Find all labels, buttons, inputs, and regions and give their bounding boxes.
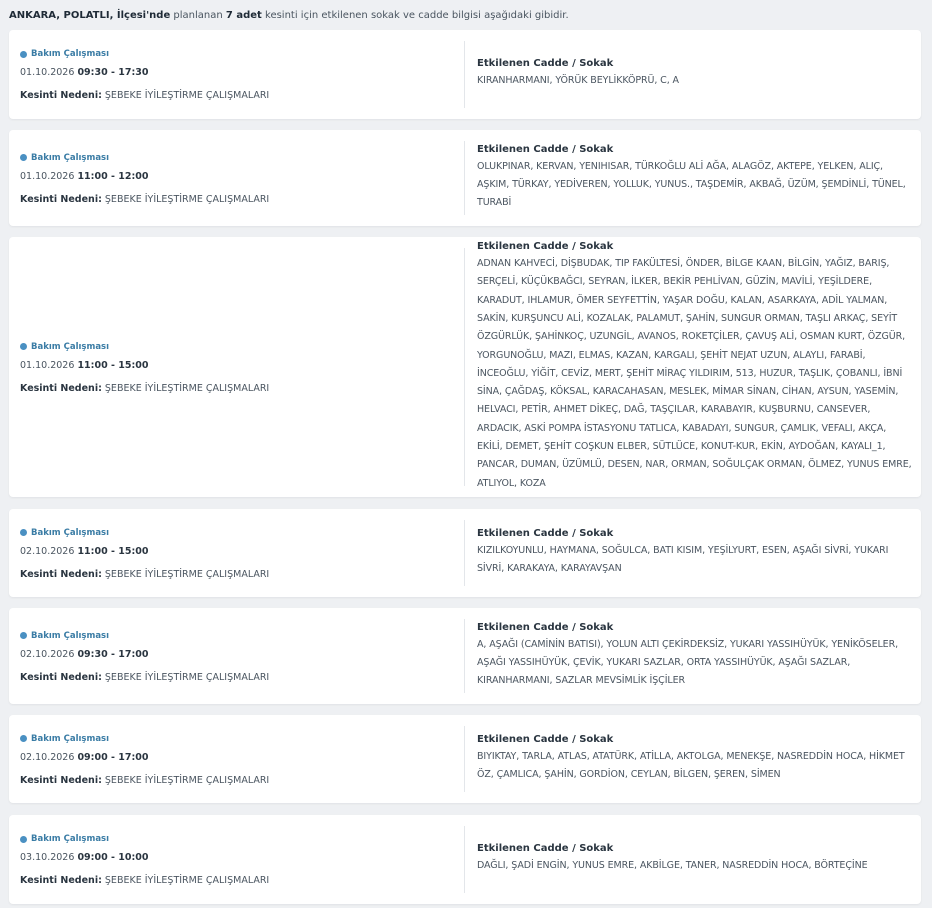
outage-datetime: [20, 360, 464, 371]
affected-streets: [477, 715, 913, 803]
outage-reason: [20, 383, 464, 394]
card-divider: [464, 141, 465, 215]
card-divider: [464, 41, 465, 108]
outage-time: 09:00 - 10:00: [77, 852, 149, 863]
outage-reason-label: Kesinti Nedeni:: [20, 774, 102, 786]
outage-datetime: [20, 67, 464, 78]
outage-date: 01.10.2026: [20, 359, 75, 371]
card-divider: [464, 520, 465, 586]
affected-streets-title: Etkilenen Cadde / Sokak: [477, 241, 614, 253]
outage-type: [20, 152, 464, 164]
status-dot-icon: [20, 343, 27, 350]
affected-streets-title: Etkilenen Cadde / Sokak: [477, 58, 614, 70]
outage-date: 01.10.2026: [20, 170, 75, 182]
affected-streets-list: KIZILKOYUNLU, HAYMANA, SOĞULCA, BATI KISIM, YEŞİLYURT, ESEN, AŞAĞI SİVRİ, YUKARI SİVRİ, KARAKAYA, KARAYAVŞAN: [477, 544, 889, 574]
affected-streets-list: A, AŞAĞI (CAMİNİN BATISI), YOLUN ALTI ÇEKİRDEKSİZ, YUKARI YASSIHÜYÜK, YENİKÖSELER, AŞAĞI YASSIHÜYÜK, ÇEVİK, YUKARI SAZLAR, ORTA YASSIHÜYÜK, AŞAĞI SAZLAR, KIRANHARMANI, SAZLAR MEVSİMLİK İŞÇİLER: [477, 638, 898, 687]
outage-reason-label: Kesinti Nedeni:: [20, 90, 102, 101]
status-dot-icon: [20, 632, 27, 639]
outage-date: 02.10.2026: [20, 648, 75, 660]
outage-datetime: [20, 752, 464, 763]
outage-datetime: [20, 171, 464, 182]
outage-card: [9, 30, 921, 119]
outage-reason-label: Kesinti Nedeni:: [20, 193, 102, 205]
outage-type-label: Bakım Çalışması: [31, 152, 110, 163]
outage-reason-value: ŞEBEKE İYİLEŞTİRME ÇALIŞMALARI: [104, 875, 270, 886]
outage-type-label: Bakım Çalışması: [31, 341, 110, 352]
outage-card: [9, 237, 921, 497]
outage-time: 11:00 - 12:00: [77, 170, 149, 182]
status-dot-icon: [20, 529, 27, 536]
affected-streets-list: KIRANHARMANI, YÖRÜK BEYLİKKÖPRÜ, C, A: [477, 75, 679, 87]
affected-streets-title: Etkilenen Cadde / Sokak: [477, 843, 614, 855]
outage-card: [9, 509, 921, 597]
outage-reason-label: Kesinti Nedeni:: [20, 875, 102, 886]
affected-streets-title: Etkilenen Cadde / Sokak: [477, 527, 614, 539]
outage-info: [9, 608, 464, 704]
outage-reason: [20, 90, 464, 101]
outage-reason-label: Kesinti Nedeni:: [20, 671, 102, 683]
summary-count: 7 adet: [225, 10, 262, 21]
affected-streets: [477, 237, 913, 497]
affected-streets: [477, 130, 913, 226]
outage-summary: [9, 10, 569, 21]
summary-location: ANKARA, POLATLI, İlçesi'nde: [9, 10, 171, 21]
outage-reason: [20, 775, 464, 786]
outage-type: [20, 527, 464, 539]
card-divider: [464, 619, 465, 693]
outage-datetime: [20, 546, 464, 557]
outage-card: [9, 608, 921, 704]
outage-info: [9, 237, 464, 497]
outage-type: [20, 833, 464, 845]
card-divider: [464, 726, 465, 792]
affected-streets: [477, 509, 913, 597]
outage-reason-label: Kesinti Nedeni:: [20, 382, 102, 394]
status-dot-icon: [20, 51, 27, 58]
outage-type-label: Bakım Çalışması: [31, 834, 110, 844]
outage-card: [9, 130, 921, 226]
outage-reason-value: ŞEBEKE İYİLEŞTİRME ÇALIŞMALARI: [104, 774, 270, 786]
outage-info: [9, 715, 464, 803]
outage-date: 03.10.2026: [20, 852, 75, 863]
outage-reason-value: ŞEBEKE İYİLEŞTİRME ÇALIŞMALARI: [104, 568, 270, 580]
outage-datetime: [20, 649, 464, 660]
outage-card: [9, 815, 921, 904]
affected-streets-title: Etkilenen Cadde / Sokak: [477, 143, 614, 155]
outage-type-label: Bakım Çalışması: [31, 49, 110, 59]
outage-card: [9, 715, 921, 803]
outage-type: [20, 630, 464, 642]
affected-streets-list: DAĞLI, ŞADİ ENGİN, YUNUS EMRE, AKBİLGE, TANER, NASREDDİN HOCA, BÖRTEÇİNE: [477, 860, 868, 872]
affected-streets-title: Etkilenen Cadde / Sokak: [477, 733, 614, 745]
outage-date: 01.10.2026: [20, 67, 75, 78]
outage-type: [20, 733, 464, 745]
affected-streets: [477, 608, 913, 704]
outage-date: 02.10.2026: [20, 751, 75, 763]
status-dot-icon: [20, 836, 27, 843]
outage-reason: [20, 672, 464, 683]
outage-info: [9, 815, 464, 904]
outage-time: 11:00 - 15:00: [77, 359, 149, 371]
outage-reason-value: ŞEBEKE İYİLEŞTİRME ÇALIŞMALARI: [104, 90, 270, 101]
status-dot-icon: [20, 154, 27, 161]
outage-reason: [20, 194, 464, 205]
outage-type: [20, 48, 464, 60]
outage-time: 11:00 - 15:00: [77, 545, 149, 557]
card-divider: [464, 248, 465, 486]
affected-streets: [477, 30, 913, 119]
outage-time: 09:30 - 17:30: [77, 67, 149, 78]
affected-streets-list: OLUKPINAR, KERVAN, YENIHISAR, TÜRKOĞLU ALİ AĞA, ALAGÖZ, AKTEPE, YELKEN, ALIÇ, AŞKIM, TÜRKAY, YEDİVEREN, YOLLUK, YUNUS., TAŞDEMİR, AKBAĞ, ÜZÜM, ŞEMDİNLİ, TÜNEL, TURABİ: [477, 160, 906, 209]
card-divider: [464, 826, 465, 893]
outage-reason-value: ŞEBEKE İYİLEŞTİRME ÇALIŞMALARI: [104, 193, 270, 205]
affected-streets-list: ADNAN KAHVECİ, DİŞBUDAK, TIP FAKÜLTESİ, ÖNDER, BİLGE KAAN, BİLGİN, YAĞIZ, BARIŞ, SERÇELİ, KÜÇÜKBAĞCI, SEYRAN, İLKER, BEKİR PEHLİVAN, GÜZİN, MAVİLİ, YEŞİLDERE, KARADUT, IHLAMUR, ÖMER SEYFETTİN, YAŞAR DOĞU, KALAN, ASARKAYA, ADİL YALMAN, SAKİN, KURŞUNCU ALİ, KOZALAK, PALAMUT, ŞAHİN, SUNGUR ORMAN, TAŞLI ARKAÇ, SEYİT ÖZGÜRLÜK, ŞAHİNKOÇ, UZUNGİL, AVANOS, ROKETÇİLER, ÇAVUŞ ALİ, OSMAN KURT, ÖZGÜR, YORGUNOĞLU, MAZI, ELMAS, KAZAN, KARGALI, ŞEHİT NEJAT UZUN, ALAYLI, FARABİ, İNCEOĞLU, YİĞİT, CEVİZ, MERT, ŞEHİT MİRAÇ YILDIRIM, 513, HUZUR, TAŞLIK, ÇOBANLI, İBNİ SİNA, ÇAĞDAŞ, KÖKSAL, KARACAHASAN, MESLEK, MİMAR SİNAN, CİHAN, AYSUN, YASEMİN, HELVACI, PETİR, AHMET DİKEÇ, DAĞ, TAŞÇILAR, KARABAYIR, KUŞBURNU, CANSEVER, ARDACIK, ASKİ POMPA İSTASYONU TATLICA, KABADAYI, SUNGUR, ÇAMLIK, VEFALI, AKÇA, EKİLİ, DEMET, ŞEHİT COŞKUN ELBER, SÜTLÜCE, KONUT-KUR, EKİN, AYDOĞAN, KAYALI_1, PANCAR, DUMAN, ÜZÜMLÜ, DESEN, NAR, ORMAN, SOĞULÇAK ORMAN, ÖLMEZ, YUNUS EMRE, ATLIYOL, KOZA: [477, 258, 912, 489]
outage-date: 02.10.2026: [20, 545, 75, 557]
outage-type-label: Bakım Çalışması: [31, 527, 110, 538]
summary-text-1: planlanan: [170, 10, 226, 21]
outage-reason: [20, 875, 464, 886]
status-dot-icon: [20, 735, 27, 742]
affected-streets-title: Etkilenen Cadde / Sokak: [477, 621, 614, 633]
affected-streets-list: BIYIKTAY, TARLA, ATLAS, ATATÜRK, ATİLLA, AKTOLGA, MENEKŞE, NASREDDİN HOCA, HİKMET ÖZ, ÇAMLICA, ŞAHİN, GORDİON, CEYLAN, BİLGEN, ŞEREN, SİMEN: [477, 750, 905, 780]
outage-type: [20, 341, 464, 353]
outage-time: 09:30 - 17:00: [77, 648, 149, 660]
outage-reason: [20, 569, 464, 580]
outage-datetime: [20, 852, 464, 863]
outage-type-label: Bakım Çalışması: [31, 733, 110, 744]
outage-reason-value: ŞEBEKE İYİLEŞTİRME ÇALIŞMALARI: [104, 671, 270, 683]
outage-type-label: Bakım Çalışması: [31, 630, 110, 641]
outage-reason-value: ŞEBEKE İYİLEŞTİRME ÇALIŞMALARI: [104, 382, 270, 394]
affected-streets: [477, 815, 913, 904]
outage-info: [9, 30, 464, 119]
summary-text-2: kesinti için etkilenen sokak ve cadde bilgisi aşağıdaki gibidir.: [261, 10, 569, 21]
outage-reason-label: Kesinti Nedeni:: [20, 568, 102, 580]
outage-info: [9, 509, 464, 597]
outage-info: [9, 130, 464, 226]
outage-time: 09:00 - 17:00: [77, 751, 149, 763]
